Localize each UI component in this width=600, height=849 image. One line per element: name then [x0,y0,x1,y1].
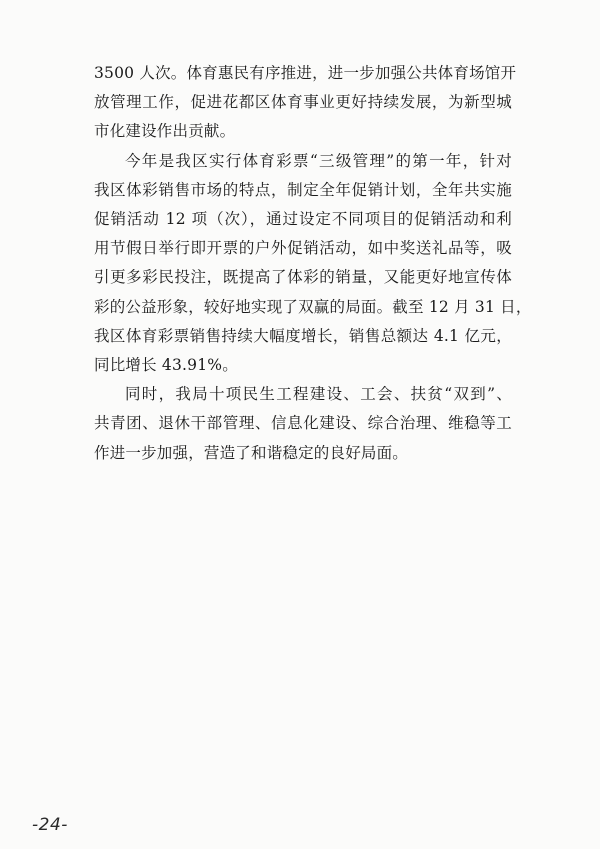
paragraph-3 [94,380,512,468]
paragraph-2 [94,147,532,381]
text-line: 用节假日举行即开票的户外促销活动，如中奖送礼品等，吸 [94,239,512,258]
paragraph-1 [94,59,517,147]
text-line: 市化建设作出贡献。 [94,122,236,141]
text-line: 放管理工作，促进花都区体育事业更好持续发展，为新型城 [94,93,512,112]
text-line: 共青团、退休干部管理、信息化建设、综合治理、维稳等工 [94,414,512,433]
text-line: 促销活动 12 项（次），通过设定不同项目的促销活动和利 [94,210,512,229]
text-line: 我区体育彩票销售持续大幅度增长，销售总额达 4.1 亿元， [94,326,512,345]
text-line: 引更多彩民投注，既提高了体彩的销量，又能更好地宣传体 [94,268,512,287]
text-line: 同比增长 43.91%。 [94,356,238,375]
text-line: 作进一步加强，营造了和谐稳定的良好局面。 [94,443,409,462]
page-number: -24- [32,815,68,835]
text-line: 3500 人次。体育惠民有序推进，进一步加强公共体育场馆开 [94,64,517,82]
body-text [94,59,532,468]
text-line: 今年是我区实行体育彩票“三级管理”的第一年，针对 [125,151,512,170]
text-line: 彩的公益形象，较好地实现了双赢的局面。截至 12 月 31 日， [94,297,532,316]
text-line: 我区体彩销售市场的特点，制定全年促销计划，全年共实施 [94,180,512,199]
text-line: 同时，我局十项民生工程建设、工会、扶贫“双到”、 [125,385,512,404]
